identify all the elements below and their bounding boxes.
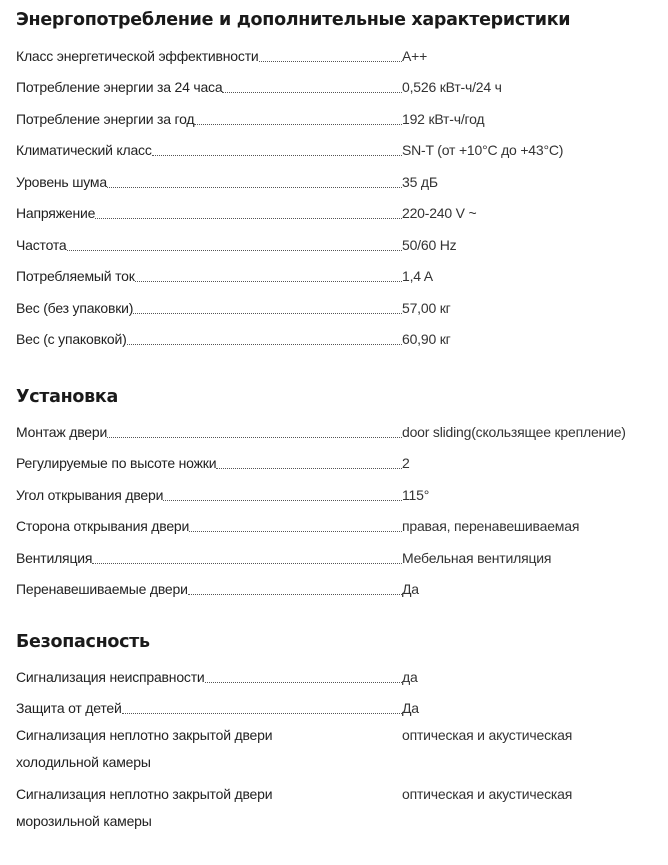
spec-value: SN-T (от +10°C до +43°C) bbox=[402, 142, 564, 158]
spec-row bbox=[16, 655, 668, 687]
section-energy bbox=[16, 0, 668, 349]
spec-value: 1,4 A bbox=[402, 268, 433, 284]
spec-label: Регулируемые по высоте ножки bbox=[16, 455, 217, 471]
spec-row bbox=[16, 781, 668, 835]
spec-label: Уровень шума bbox=[16, 173, 107, 190]
spec-label: Вес (с упаковкой) bbox=[16, 331, 127, 347]
spec-row bbox=[16, 442, 668, 474]
dotted-leader bbox=[163, 499, 402, 501]
spec-row bbox=[16, 473, 668, 505]
spec-label: Сигнализация неисправности bbox=[16, 668, 205, 685]
spec-value: 192 кВт-ч/год bbox=[402, 110, 485, 127]
spec-value: Да bbox=[402, 581, 419, 597]
spec-row bbox=[16, 66, 668, 98]
dotted-leader bbox=[67, 249, 403, 251]
spec-row bbox=[16, 97, 668, 129]
dotted-leader bbox=[107, 186, 402, 188]
section-spacer bbox=[16, 349, 668, 384]
spec-value: 115° bbox=[402, 486, 430, 503]
spec-value: 35 дБ bbox=[402, 173, 438, 190]
dotted-leader bbox=[222, 91, 402, 93]
spec-label: Потребление энергии за год bbox=[16, 110, 195, 127]
dotted-leader bbox=[133, 312, 402, 314]
dotted-leader bbox=[92, 562, 402, 564]
spec-label: Защита от детей bbox=[16, 700, 122, 716]
spec-label: Напряжение bbox=[16, 205, 96, 221]
spec-label: Частота bbox=[16, 236, 67, 253]
spec-row bbox=[16, 255, 668, 287]
spec-value: да bbox=[402, 668, 418, 685]
spec-value: door sliding(скользящее крепление) bbox=[402, 423, 626, 440]
spec-label: Класс энергетической эффективности bbox=[16, 47, 259, 64]
dotted-leader bbox=[107, 436, 402, 438]
spec-value: Мебельная вентиляция bbox=[402, 549, 552, 566]
spec-list-energy bbox=[16, 34, 668, 349]
spec-value: Да bbox=[402, 700, 419, 716]
section-title-energy: Энергопотребление и дополнительные характеристики bbox=[16, 10, 571, 30]
spec-row bbox=[16, 34, 668, 66]
dotted-leader bbox=[205, 681, 402, 683]
spec-label: Потребление энергии за 24 часа bbox=[16, 79, 223, 95]
spec-row bbox=[16, 536, 668, 568]
spec-row bbox=[16, 160, 668, 192]
dotted-leader bbox=[152, 154, 402, 156]
spec-label: Монтаж двери bbox=[16, 423, 108, 440]
dotted-leader bbox=[127, 343, 402, 345]
dotted-leader bbox=[189, 530, 402, 532]
spec-row bbox=[16, 568, 668, 600]
spec-value: оптическая и акустическая bbox=[402, 786, 573, 802]
dotted-leader bbox=[122, 712, 402, 714]
spec-value: 60,90 кг bbox=[402, 331, 451, 347]
spec-row bbox=[16, 687, 668, 719]
section-safety bbox=[16, 629, 668, 835]
spec-value: 220-240 V ~ bbox=[402, 205, 477, 221]
dotted-leader bbox=[95, 217, 402, 219]
spec-label: Перенавешиваемые двери bbox=[16, 581, 188, 597]
spec-label: Сторона открывания двери bbox=[16, 518, 190, 534]
spec-row bbox=[16, 318, 668, 350]
spec-value: оптическая и акустическая bbox=[402, 727, 573, 743]
spec-row bbox=[16, 722, 668, 776]
dotted-leader bbox=[188, 593, 402, 595]
spec-label: Климатический класс bbox=[16, 142, 152, 158]
spec-label: Вес (без упаковки) bbox=[16, 299, 134, 316]
spec-list-safety bbox=[16, 655, 668, 835]
dotted-leader bbox=[194, 123, 402, 125]
spec-row bbox=[16, 192, 668, 224]
dotted-leader bbox=[216, 467, 402, 469]
spec-row bbox=[16, 410, 668, 442]
spec-row bbox=[16, 129, 668, 161]
section-installation bbox=[16, 384, 668, 599]
spec-list-installation bbox=[16, 410, 668, 599]
section-spacer bbox=[16, 599, 668, 629]
section-title-installation: Установка bbox=[16, 387, 118, 407]
spec-value: A++ bbox=[402, 47, 428, 64]
spec-label: Сигнализация неплотно закрытой двери холодильной камеры bbox=[16, 727, 273, 770]
spec-value: 2 bbox=[402, 455, 410, 471]
spec-label: Угол открывания двери bbox=[16, 486, 164, 503]
section-title-safety: Безопасность bbox=[16, 632, 150, 652]
spec-label: Сигнализация неплотно закрытой двери морозильной камеры bbox=[16, 786, 273, 829]
spec-label: Потребляемый ток bbox=[16, 268, 135, 284]
dotted-leader bbox=[259, 60, 402, 62]
dotted-leader bbox=[135, 280, 402, 282]
spec-value: 0,526 кВт-ч/24 ч bbox=[402, 79, 502, 95]
spec-value: 57,00 кг bbox=[402, 299, 451, 316]
spec-row bbox=[16, 223, 668, 255]
spec-value: правая, перенавешиваемая bbox=[402, 518, 580, 534]
spec-label: Вентиляция bbox=[16, 549, 93, 566]
spec-row bbox=[16, 286, 668, 318]
spec-row bbox=[16, 505, 668, 537]
spec-value: 50/60 Hz bbox=[402, 236, 457, 253]
